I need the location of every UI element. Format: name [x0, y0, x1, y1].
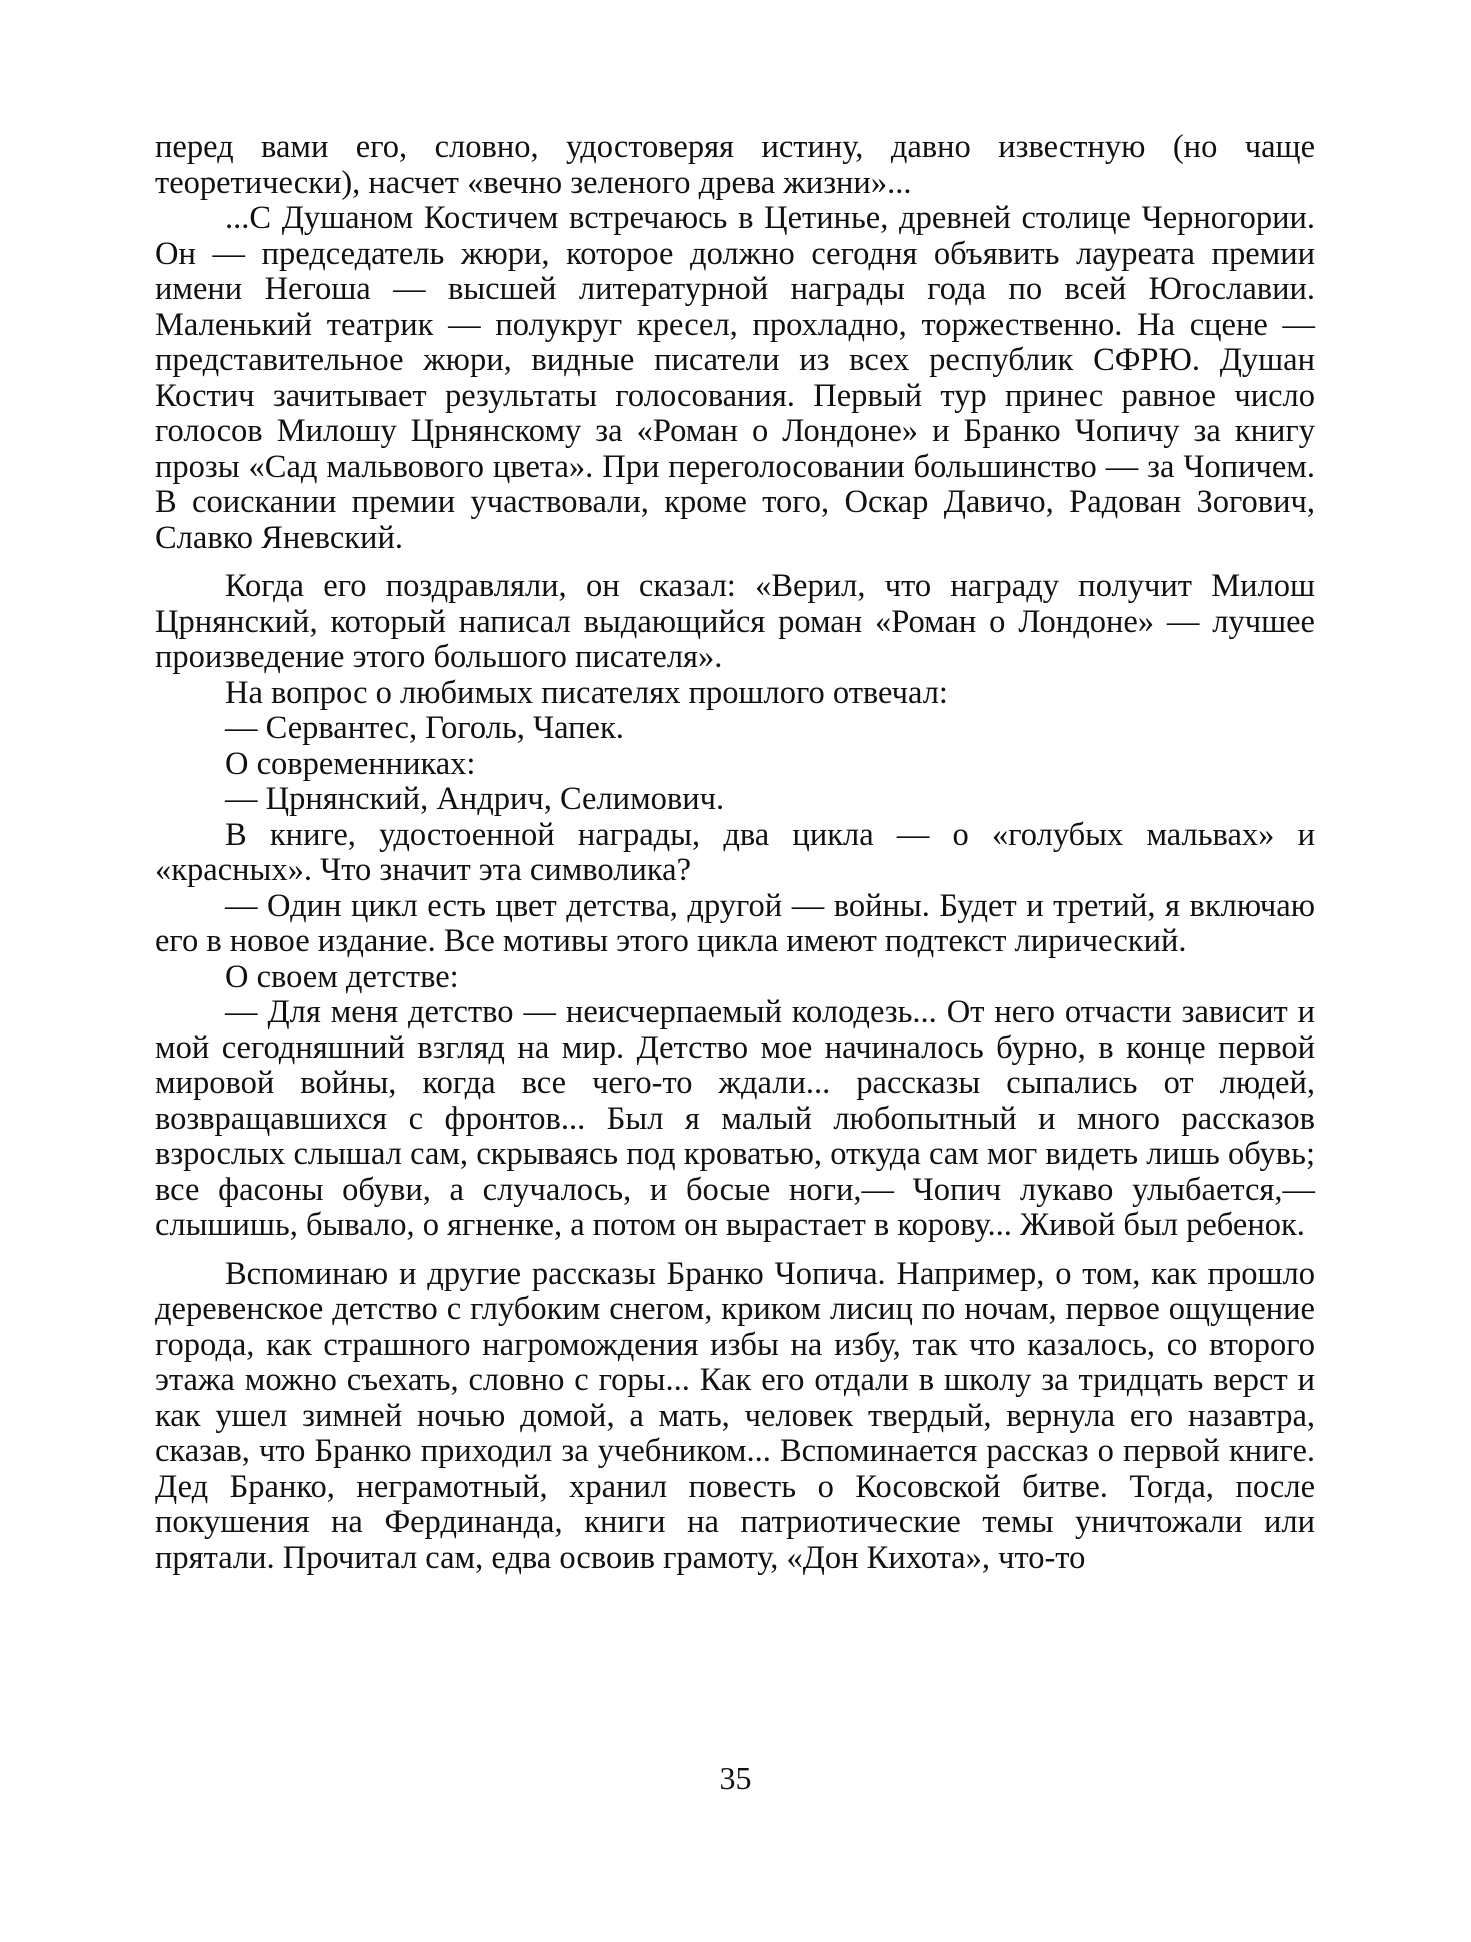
- paragraph-1: перед вами его, словно, удостоверяя истину, давно известную (но чаще теоретически), насчет «вечно зеленого древа жизни»...: [155, 129, 1315, 201]
- page-body: [155, 130, 1315, 1576]
- paragraph-6: О современниках:: [225, 745, 476, 782]
- page-number: 35: [719, 1760, 752, 1796]
- paragraph-5-dialogue: — Сервантес, Гоголь, Чапек.: [225, 710, 624, 746]
- paragraph-9-dialogue: — Один цикл есть цвет детства, другой — войны. Будет и третий, я включаю его в новое издание. Все мотивы этого цикла имеют подтекст лирический.: [155, 887, 1315, 959]
- paragraph-11-dialogue: — Для меня детство — неисчерпаемый колодезь... От него отчасти зависит и мой сегодняшний взгляд на мир. Детство мое начиналось бурно, в конце первой мировой войны, когда все чего-то ждали... рассказы сыпались от людей, возвращавшихся с фронтов... Был я малый любопытный и много рассказов взрослых слышал сам, скрываясь под кроватью, откуда сам мог видеть лишь обувь; все фасоны обуви, а случалось, и босые ноги,— Чопич лукаво улыбается,— слышишь, бывало, о ягненке, а потом он вырастает в корову... Живой был ребенок.: [155, 994, 1315, 1243]
- paragraph-12: Вспоминаю и другие рассказы Бранко Чопича. Например, о том, как прошло деревенское детство с глубоким снегом, криком лисиц по ночам, первое ощущение города, как страшного нагромождения избы на избу, так что казалось, со второго этажа можно съехать, словно с горы... Как его отдали в школу за тридцать верст и как ушел зимней ночью домой, а мать, человек твердый, вернула его назавтра, сказав, что Бранко приходил за учебником... Вспоминается рассказ о первой книге. Дед Бранко, неграмотный, хранил повесть о Косовской битве. Тогда, после покушения на Фердинанда, книги на патриотические темы уничтожали или прятали. Прочитал сам, едва освоив грамоту, «Дон Кихота», что-то: [155, 1255, 1315, 1576]
- paragraph-3: Когда его поздравляли, он сказал: «Верил, что награду получит Милош Црнянский, который написал выдающийся роман «Роман о Лондоне» — лучшее произведение этого большого писателя».: [155, 568, 1315, 675]
- paragraph-8: В книге, удостоенной награды, два цикла — о «голубых мальвах» и «красных». Что значит эта символика?: [155, 816, 1315, 888]
- paragraph-7-dialogue: — Црнянский, Андрич, Селимович.: [225, 781, 725, 817]
- paragraph-4: На вопрос о любимых писателях прошлого отвечал:: [225, 674, 948, 711]
- paragraph-10: О своем детстве:: [225, 958, 459, 995]
- paragraph-2: ...С Душаном Костичем встречаюсь в Цетинье, древней столице Черногории. Он — председатель жюри, которое должно сегодня объявить лауреата премии имени Негоша — высшей литературной награды года по всей Югославии. Маленький театрик — полукруг кресел, прохладно, торжественно. На сцене — представительное жюри, видные писатели из всех республик СФРЮ. Душан Костич зачитывает результаты голосования. Первый тур принес равное число голосов Милошу Црнянскому за «Роман о Лондоне» и Бранко Чопичу за книгу прозы «Сад мальвового цвета». При переголосовании большинство — за Чопичем. В соискании премии участвовали, кроме того, Оскар Давичо, Радован Зогович, Славко Яневский.: [155, 200, 1315, 556]
